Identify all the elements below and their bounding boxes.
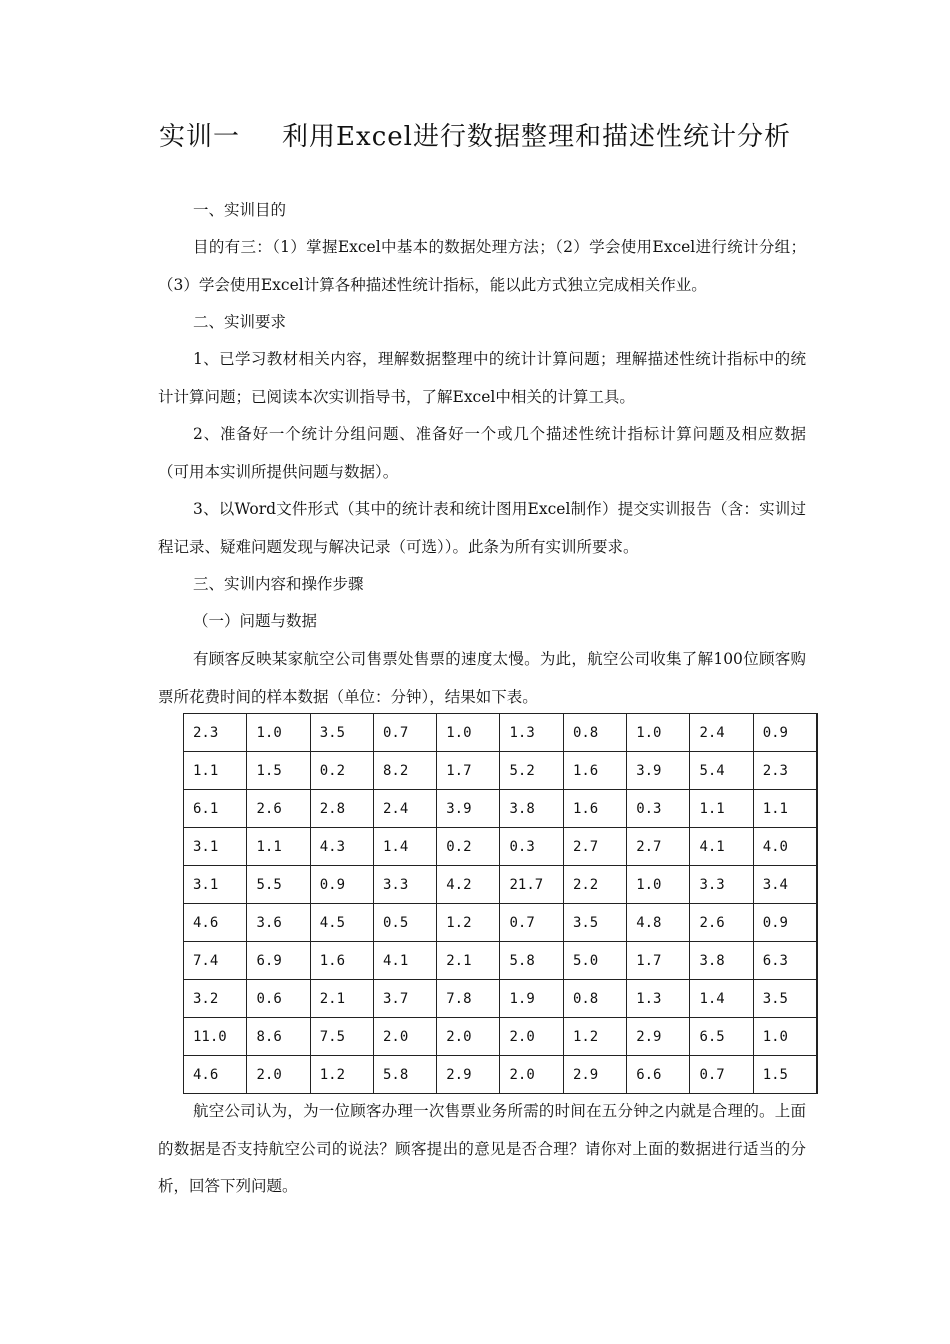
table-cell: 21.7 xyxy=(500,866,563,904)
table-cell: 0.3 xyxy=(500,828,563,866)
table-cell: 4.6 xyxy=(184,904,247,942)
table-cell: 2.4 xyxy=(373,790,436,828)
table-cell: 1.0 xyxy=(627,714,690,752)
table-cell: 2.1 xyxy=(310,980,373,1018)
table-cell: 0.7 xyxy=(500,904,563,942)
table-cell: 0.2 xyxy=(437,828,500,866)
section-3-intro: 有顾客反映某家航空公司售票处售票的速度太慢。为此，航空公司收集了解100位顾客购票所花费时间的样本数据（单位：分钟），结果如下表。 xyxy=(158,650,806,706)
table-cell: 3.5 xyxy=(753,980,817,1018)
table-cell: 2.9 xyxy=(563,1056,626,1094)
table-cell: 1.2 xyxy=(437,904,500,942)
table-cell: 4.1 xyxy=(690,828,753,866)
table-cell: 1.0 xyxy=(753,1018,817,1056)
table-cell: 1.4 xyxy=(373,828,436,866)
table-cell: 2.0 xyxy=(373,1018,436,1056)
table-cell: 1.0 xyxy=(437,714,500,752)
table-cell: 1.7 xyxy=(627,942,690,980)
table-cell: 3.9 xyxy=(627,752,690,790)
table-cell: 2.7 xyxy=(563,828,626,866)
table-row xyxy=(184,866,818,904)
table-cell: 2.9 xyxy=(627,1018,690,1056)
table-cell: 4.6 xyxy=(184,1056,247,1094)
table-cell: 3.4 xyxy=(753,866,817,904)
table-cell: 2.6 xyxy=(247,790,310,828)
table-cell: 2.8 xyxy=(310,790,373,828)
table-cell: 0.7 xyxy=(373,714,436,752)
table-cell: 7.5 xyxy=(310,1018,373,1056)
table-cell: 2.0 xyxy=(500,1018,563,1056)
table-cell: 1.2 xyxy=(310,1056,373,1094)
table-cell: 3.8 xyxy=(690,942,753,980)
table-row xyxy=(184,1018,818,1056)
table-cell: 5.5 xyxy=(247,866,310,904)
table-row xyxy=(184,828,818,866)
table-cell: 5.4 xyxy=(690,752,753,790)
table-cell: 6.5 xyxy=(690,1018,753,1056)
title-part-1: 实训一 xyxy=(159,122,241,152)
table-cell: 1.3 xyxy=(627,980,690,1018)
table-cell: 3.1 xyxy=(184,828,247,866)
table-body xyxy=(184,714,818,1094)
table-cell: 1.7 xyxy=(437,752,500,790)
table-cell: 4.3 xyxy=(310,828,373,866)
table-cell: 1.1 xyxy=(247,828,310,866)
section-3-heading: 三、实训内容和操作步骤 xyxy=(193,575,364,593)
table-row xyxy=(184,1056,818,1094)
page-title xyxy=(0,116,950,153)
table-cell: 3.3 xyxy=(690,866,753,904)
table-cell: 0.6 xyxy=(247,980,310,1018)
table-cell: 2.3 xyxy=(753,752,817,790)
table-cell: 1.9 xyxy=(500,980,563,1018)
table-cell: 5.0 xyxy=(563,942,626,980)
table-cell: 0.3 xyxy=(627,790,690,828)
table-row xyxy=(184,904,818,942)
table-cell: 2.0 xyxy=(500,1056,563,1094)
section-1-heading: 一、实训目的 xyxy=(193,201,287,219)
table-cell: 0.7 xyxy=(690,1056,753,1094)
table-cell: 0.8 xyxy=(563,714,626,752)
table-cell: 4.8 xyxy=(627,904,690,942)
table-cell: 2.9 xyxy=(437,1056,500,1094)
table-row xyxy=(184,752,818,790)
table-cell: 1.0 xyxy=(627,866,690,904)
table-row xyxy=(184,942,818,980)
table-cell: 0.8 xyxy=(563,980,626,1018)
table-cell: 6.1 xyxy=(184,790,247,828)
purchase-time-table xyxy=(183,713,818,1094)
section-2-heading: 二、实训要求 xyxy=(193,313,287,331)
table-cell: 6.3 xyxy=(753,942,817,980)
table-cell: 1.2 xyxy=(563,1018,626,1056)
table-cell: 1.1 xyxy=(690,790,753,828)
table-cell: 0.5 xyxy=(373,904,436,942)
table-cell: 7.4 xyxy=(184,942,247,980)
table-cell: 0.9 xyxy=(753,904,817,942)
table-cell: 1.3 xyxy=(500,714,563,752)
table-cell: 2.2 xyxy=(563,866,626,904)
table-cell: 1.6 xyxy=(310,942,373,980)
section-3-after-table: 航空公司认为，为一位顾客办理一次售票业务所需的时间在五分钟之内就是合理的。上面的数据是否支持航空公司的说法？顾客提出的意见是否合理？请你对上面的数据进行适当的分析，回答下列问题。 xyxy=(158,1102,806,1195)
table-cell: 3.6 xyxy=(247,904,310,942)
table-cell: 1.1 xyxy=(753,790,817,828)
table-cell: 6.9 xyxy=(247,942,310,980)
table-cell: 1.6 xyxy=(563,790,626,828)
table-cell: 2.0 xyxy=(437,1018,500,1056)
section-2-item-2: 2、准备好一个统计分组问题、准备好一个或几个描述性统计指标计算问题及相应数据（可用本实训所提供问题与数据）。 xyxy=(158,425,806,481)
table-cell: 3.5 xyxy=(310,714,373,752)
table-cell: 3.8 xyxy=(500,790,563,828)
table-cell: 3.9 xyxy=(437,790,500,828)
table-cell: 2.4 xyxy=(690,714,753,752)
table-cell: 5.8 xyxy=(373,1056,436,1094)
table-cell: 4.2 xyxy=(437,866,500,904)
table-cell: 2.7 xyxy=(627,828,690,866)
table-cell: 3.3 xyxy=(373,866,436,904)
section-2-item-1: 1、已学习教材相关内容，理解数据整理中的统计计算问题；理解描述性统计指标中的统计计算问题；已阅读本次实训指导书，了解Excel中相关的计算工具。 xyxy=(158,350,806,406)
table-cell: 8.6 xyxy=(247,1018,310,1056)
table-cell: 11.0 xyxy=(184,1018,247,1056)
table-cell: 4.1 xyxy=(373,942,436,980)
table-cell: 1.5 xyxy=(247,752,310,790)
table-row xyxy=(184,714,818,752)
table-cell: 0.2 xyxy=(310,752,373,790)
table-cell: 1.5 xyxy=(753,1056,817,1094)
table-cell: 8.2 xyxy=(373,752,436,790)
table-cell: 3.5 xyxy=(563,904,626,942)
table-row xyxy=(184,980,818,1018)
table-cell: 4.0 xyxy=(753,828,817,866)
table-cell: 2.0 xyxy=(247,1056,310,1094)
table-cell: 1.6 xyxy=(563,752,626,790)
table-cell: 1.0 xyxy=(247,714,310,752)
table-cell: 1.1 xyxy=(184,752,247,790)
table-cell: 1.4 xyxy=(690,980,753,1018)
section-3-subheading: （一）问题与数据 xyxy=(193,612,318,630)
table-cell: 3.7 xyxy=(373,980,436,1018)
table-cell: 2.6 xyxy=(690,904,753,942)
table-cell: 2.1 xyxy=(437,942,500,980)
table-cell: 5.8 xyxy=(500,942,563,980)
section-2-item-3: 3、以Word文件形式（其中的统计表和统计图用Excel制作）提交实训报告（含：实训过程记录、疑难问题发现与解决记录（可选））。此条为所有实训所要求。 xyxy=(158,500,806,556)
table-row xyxy=(184,790,818,828)
section-1-body: 目的有三：（1）掌握Excel中基本的数据处理方法；（2）学会使用Excel进行统计分组；（3）学会使用Excel计算各种描述性统计指标，能以此方式独立完成相关作业。 xyxy=(158,238,806,294)
table-cell: 0.9 xyxy=(753,714,817,752)
table-cell: 5.2 xyxy=(500,752,563,790)
table-cell: 3.2 xyxy=(184,980,247,1018)
title-part-2: 利用Excel进行数据整理和描述性统计分析 xyxy=(282,122,791,152)
table-cell: 2.3 xyxy=(184,714,247,752)
table-cell: 3.1 xyxy=(184,866,247,904)
table-cell: 0.9 xyxy=(310,866,373,904)
table-cell: 7.8 xyxy=(437,980,500,1018)
table-cell: 4.5 xyxy=(310,904,373,942)
table-cell: 6.6 xyxy=(627,1056,690,1094)
